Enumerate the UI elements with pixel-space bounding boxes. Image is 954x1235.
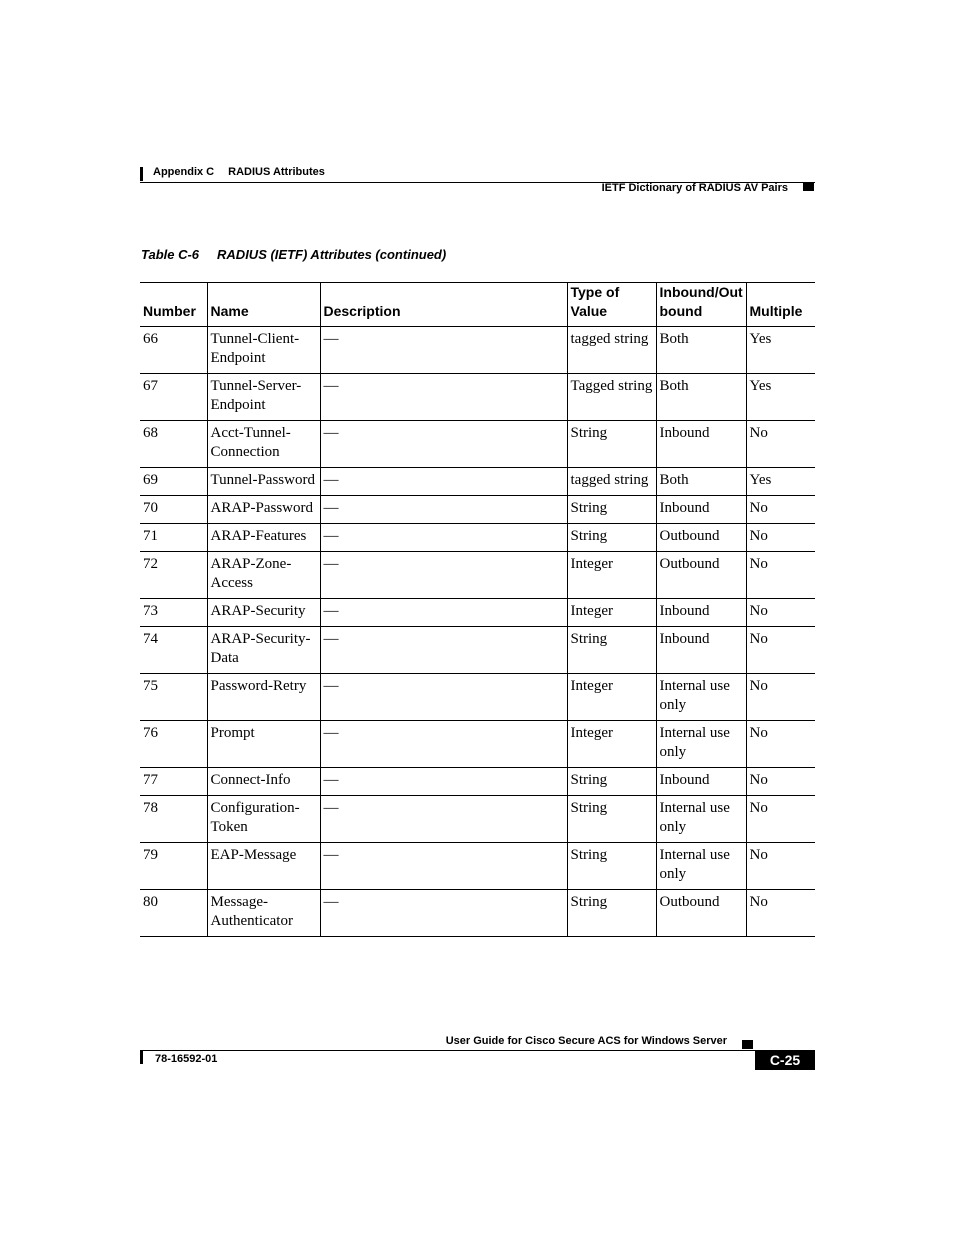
column-header-inbound-outbound: Inbound/Out bound [656, 283, 746, 327]
cell-description: — [320, 890, 567, 937]
cell-inbound-outbound: Inbound [656, 599, 746, 627]
cell-multiple: No [746, 496, 815, 524]
cell-number: 80 [140, 890, 207, 937]
cell-type-of-value: String [567, 627, 656, 674]
cell-name: Tunnel-Server-Endpoint [207, 374, 320, 421]
table-row [140, 599, 815, 627]
cell-description: — [320, 796, 567, 843]
cell-inbound-outbound: Internal use only [656, 843, 746, 890]
cell-inbound-outbound: Outbound [656, 552, 746, 599]
cell-description: — [320, 627, 567, 674]
cell-type-of-value: Integer [567, 674, 656, 721]
footer-marker-bar [140, 1050, 143, 1064]
cell-type-of-value: String [567, 496, 656, 524]
running-header-left [153, 166, 325, 178]
cell-name: Acct-Tunnel-Connection [207, 421, 320, 468]
cell-type-of-value: Integer [567, 552, 656, 599]
cell-type-of-value: String [567, 421, 656, 468]
cell-name: ARAP-Zone-Access [207, 552, 320, 599]
column-header-name: Name [207, 283, 320, 327]
cell-type-of-value: tagged string [567, 468, 656, 496]
cell-name: Connect-Info [207, 768, 320, 796]
cell-multiple: Yes [746, 468, 815, 496]
cell-inbound-outbound: Inbound [656, 768, 746, 796]
table-caption [141, 247, 446, 262]
cell-description: — [320, 599, 567, 627]
cell-multiple: No [746, 674, 815, 721]
table-row [140, 374, 815, 421]
header-section: RADIUS Attributes [228, 166, 325, 178]
cell-multiple: No [746, 599, 815, 627]
header-appendix: Appendix C [153, 166, 215, 178]
cell-description: — [320, 721, 567, 768]
cell-inbound-outbound: Outbound [656, 890, 746, 937]
cell-inbound-outbound: Internal use only [656, 721, 746, 768]
cell-type-of-value: String [567, 524, 656, 552]
cell-number: 67 [140, 374, 207, 421]
cell-multiple: No [746, 627, 815, 674]
cell-multiple: No [746, 890, 815, 937]
column-header-description: Description [320, 283, 567, 327]
footer-book-title: User Guide for Cisco Secure ACS for Windows Server [445, 1035, 727, 1047]
cell-number: 72 [140, 552, 207, 599]
cell-multiple: No [746, 843, 815, 890]
table-row [140, 327, 815, 374]
table-row [140, 552, 815, 599]
cell-inbound-outbound: Internal use only [656, 796, 746, 843]
cell-name: ARAP-Features [207, 524, 320, 552]
table-body [140, 327, 815, 937]
column-header-multiple: Multiple [746, 283, 815, 327]
table-caption-title: RADIUS (IETF) Attributes (continued) [217, 247, 447, 262]
cell-number: 76 [140, 721, 207, 768]
radius-attributes-table [140, 282, 815, 937]
footer-rule [140, 1050, 755, 1051]
table-row [140, 721, 815, 768]
table-row [140, 890, 815, 937]
cell-name: ARAP-Security [207, 599, 320, 627]
table-row [140, 524, 815, 552]
cell-description: — [320, 843, 567, 890]
cell-inbound-outbound: Both [656, 468, 746, 496]
cell-multiple: No [746, 524, 815, 552]
cell-multiple: No [746, 421, 815, 468]
cell-description: — [320, 421, 567, 468]
table-row [140, 843, 815, 890]
cell-name: ARAP-Security-Data [207, 627, 320, 674]
cell-name: EAP-Message [207, 843, 320, 890]
header-square-marker [803, 182, 814, 191]
cell-description: — [320, 374, 567, 421]
table-caption-label: Table C-6 [141, 247, 200, 262]
cell-number: 68 [140, 421, 207, 468]
cell-type-of-value: tagged string [567, 327, 656, 374]
cell-name: Prompt [207, 721, 320, 768]
cell-type-of-value: String [567, 796, 656, 843]
cell-type-of-value: Integer [567, 721, 656, 768]
cell-description: — [320, 768, 567, 796]
page-number-badge: C-25 [755, 1050, 815, 1070]
cell-inbound-outbound: Both [656, 327, 746, 374]
cell-multiple: No [746, 796, 815, 843]
cell-inbound-outbound: Inbound [656, 421, 746, 468]
cell-type-of-value: Tagged string [567, 374, 656, 421]
table-row [140, 768, 815, 796]
cell-number: 66 [140, 327, 207, 374]
cell-description: — [320, 674, 567, 721]
cell-number: 74 [140, 627, 207, 674]
column-header-number: Number [140, 283, 207, 327]
cell-inbound-outbound: Both [656, 374, 746, 421]
table-row [140, 496, 815, 524]
cell-description: — [320, 468, 567, 496]
cell-number: 79 [140, 843, 207, 890]
cell-inbound-outbound: Internal use only [656, 674, 746, 721]
cell-name: Tunnel-Password [207, 468, 320, 496]
cell-type-of-value: String [567, 890, 656, 937]
cell-name: Tunnel-Client-Endpoint [207, 327, 320, 374]
cell-name: Message-Authenticator [207, 890, 320, 937]
cell-inbound-outbound: Inbound [656, 496, 746, 524]
cell-multiple: Yes [746, 374, 815, 421]
cell-type-of-value: String [567, 843, 656, 890]
cell-name: Password-Retry [207, 674, 320, 721]
cell-name: Configuration-Token [207, 796, 320, 843]
table-row [140, 796, 815, 843]
cell-number: 69 [140, 468, 207, 496]
cell-description: — [320, 552, 567, 599]
cell-type-of-value: String [567, 768, 656, 796]
table-row [140, 674, 815, 721]
cell-description: — [320, 327, 567, 374]
cell-multiple: No [746, 768, 815, 796]
cell-multiple: Yes [746, 327, 815, 374]
footer-square-marker [742, 1040, 753, 1049]
cell-multiple: No [746, 721, 815, 768]
header-marker-bar [140, 167, 143, 181]
cell-inbound-outbound: Outbound [656, 524, 746, 552]
cell-inbound-outbound: Inbound [656, 627, 746, 674]
cell-description: — [320, 496, 567, 524]
cell-number: 70 [140, 496, 207, 524]
footer-doc-number: 78-16592-01 [155, 1053, 218, 1065]
cell-description: — [320, 524, 567, 552]
column-header-type-of-value: Type of Value [567, 283, 656, 327]
table-row [140, 627, 815, 674]
table-row [140, 421, 815, 468]
cell-number: 75 [140, 674, 207, 721]
cell-number: 73 [140, 599, 207, 627]
cell-number: 71 [140, 524, 207, 552]
table-header-row [140, 283, 815, 327]
cell-multiple: No [746, 552, 815, 599]
cell-name: ARAP-Password [207, 496, 320, 524]
cell-number: 77 [140, 768, 207, 796]
cell-number: 78 [140, 796, 207, 843]
header-subsection: IETF Dictionary of RADIUS AV Pairs [601, 182, 788, 194]
table-row [140, 468, 815, 496]
cell-type-of-value: Integer [567, 599, 656, 627]
